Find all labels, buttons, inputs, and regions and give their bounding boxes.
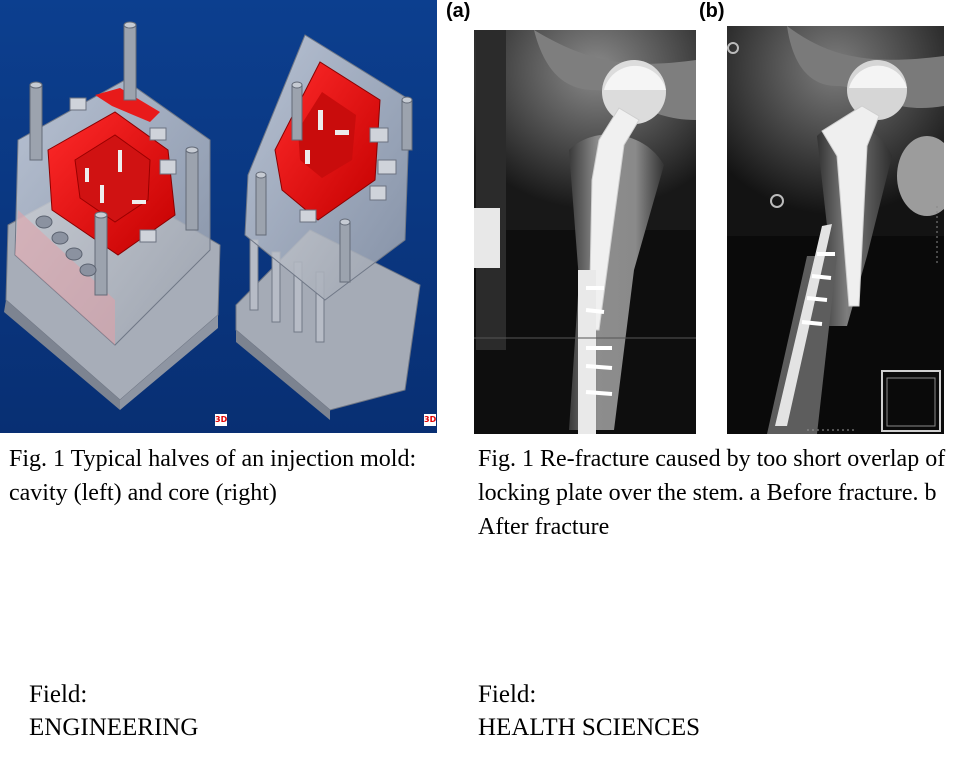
3d-badge-right: 3D (424, 415, 437, 424)
3d-badge-left: 3D (215, 415, 228, 424)
injection-mold-image (0, 0, 437, 433)
field-label: Field: (29, 681, 88, 708)
figure-caption-health: Fig. 1 Re-fracture caused by too short overlap of locking plate over the stem. a Before fracture. b After fracture (478, 446, 946, 540)
field-engineering (29, 678, 198, 744)
xray-after-fracture (727, 26, 944, 434)
field-value: ENGINEERING (29, 714, 199, 741)
panel-label-a: (a) (446, 0, 471, 22)
field-health-sciences (478, 678, 700, 744)
field-label: Field: (478, 681, 537, 708)
xray-before-fracture (474, 30, 696, 434)
field-value: HEALTH SCIENCES (478, 714, 701, 741)
panel-label-b: (b) (699, 0, 725, 22)
figure-caption-engineering: Fig. 1 Typical halves of an injection mold: cavity (left) and core (right) (9, 446, 417, 506)
